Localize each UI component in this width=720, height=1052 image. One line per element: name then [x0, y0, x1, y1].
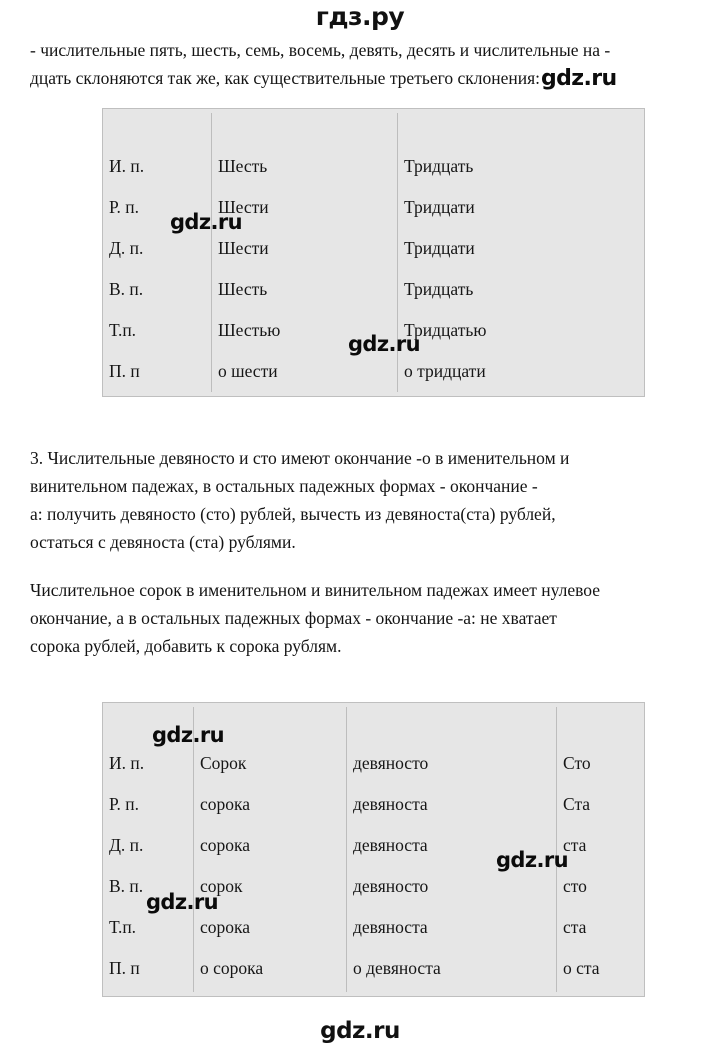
table-row: Тридцати [404, 197, 475, 217]
top-site-watermark: гдз.ру [315, 2, 405, 31]
gdz-watermark-overlay: gdz.ru [170, 210, 242, 234]
table-row: В. п. [109, 279, 144, 299]
table-row: сорок [200, 876, 243, 896]
table-row: Т.п. [109, 320, 137, 340]
gdz-watermark-overlay: gdz.ru [348, 332, 420, 356]
gdz-watermark-overlay: gdz.ru [146, 890, 218, 914]
paragraph-rule-3-line-1: 3. Числительные девяносто и сто имеют окончание -о в именительном и [30, 448, 570, 468]
table-row: девяноста [353, 794, 428, 814]
table-row: о тридцати [404, 361, 486, 381]
table-row: девяноста [353, 917, 428, 937]
table-row: Ста [563, 794, 591, 814]
table-row: Шести [218, 238, 269, 258]
paragraph-rule-3-line-3: а: получить девяносто (сто) рублей, вычесть из девяноста(ста) рублей, [30, 504, 556, 524]
table-row: о сорока [200, 958, 264, 978]
paragraph-rule-3-line-4: остаться с девяноста (ста) рублями. [30, 532, 296, 552]
intro-line-1: - числительные пять, шесть, семь, восемь, девять, десять и числительные на - [30, 40, 611, 60]
declension-table-six-thirty [102, 108, 645, 397]
table-row: девяноста [353, 835, 428, 855]
table-row: Шестью [218, 320, 281, 340]
table-row: сорока [200, 794, 251, 814]
table-row: сто [563, 876, 587, 896]
table-row: Р. п. [109, 794, 140, 814]
table2-column-separator-1 [193, 707, 194, 992]
paragraph-rule-forty-line-1: Числительное сорок в именительном и винительном падежах имеет нулевое [30, 580, 600, 600]
paragraph-rule-3 [30, 444, 700, 556]
table-row: Сорок [200, 753, 247, 773]
table-row: о ста [563, 958, 600, 978]
declension-table-forty-ninety-hundred [102, 702, 645, 997]
table-row: Шесть [218, 156, 268, 176]
table-row: девяносто [353, 876, 429, 896]
table-row: П. п [109, 361, 140, 381]
paragraph-rule-forty-line-2: окончание, а в остальных падежных формах - окончание -а: не хватает [30, 608, 557, 628]
table-row: о шести [218, 361, 278, 381]
table-row: девяносто [353, 753, 429, 773]
table-row: И. п. [109, 156, 145, 176]
table-row: Тридцать [404, 156, 474, 176]
table-row: Д. п. [109, 238, 144, 258]
table-row: Тридцать [404, 279, 474, 299]
table1-column-separator-2 [397, 113, 398, 392]
table-row: сорока [200, 917, 251, 937]
paragraph-rule-3-line-2: винительном падежах, в остальных падежных формах - окончание - [30, 476, 538, 496]
table-row: Шесть [218, 279, 268, 299]
table-row: сорока [200, 835, 251, 855]
inline-gdz-watermark: gdz.ru [541, 66, 617, 91]
intro-line-2: дцать склоняются так же, как существительные третьего склонения: [30, 68, 540, 88]
table-row: ста [563, 917, 587, 937]
table1-column-separator-1 [211, 113, 212, 392]
table2-column-separator-3 [556, 707, 557, 992]
table-row: о девяноста [353, 958, 441, 978]
gdz-watermark-overlay: gdz.ru [496, 848, 568, 872]
gdz-watermark-overlay: gdz.ru [152, 723, 224, 747]
table-row: Р. п. [109, 197, 140, 217]
paragraph-rule-forty [30, 576, 700, 660]
table2-column-separator-2 [346, 707, 347, 992]
table-row: Тридцатью [404, 320, 487, 340]
table-row: Тридцати [404, 238, 475, 258]
bottom-site-watermark: gdz.ru [320, 1018, 400, 1044]
table-row: П. п [109, 958, 140, 978]
intro-line-2-wrapper [30, 64, 692, 93]
table-row: Т.п. [109, 917, 137, 937]
intro-paragraph [30, 36, 692, 93]
table-row: Шести [218, 197, 269, 217]
table-row: Д. п. [109, 835, 144, 855]
table-row: ста [563, 835, 587, 855]
table-row: И. п. [109, 753, 145, 773]
table-row: В. п. [109, 876, 144, 896]
table-row: Сто [563, 753, 591, 773]
paragraph-rule-forty-line-3: сорока рублей, добавить к сорока рублям. [30, 636, 342, 656]
